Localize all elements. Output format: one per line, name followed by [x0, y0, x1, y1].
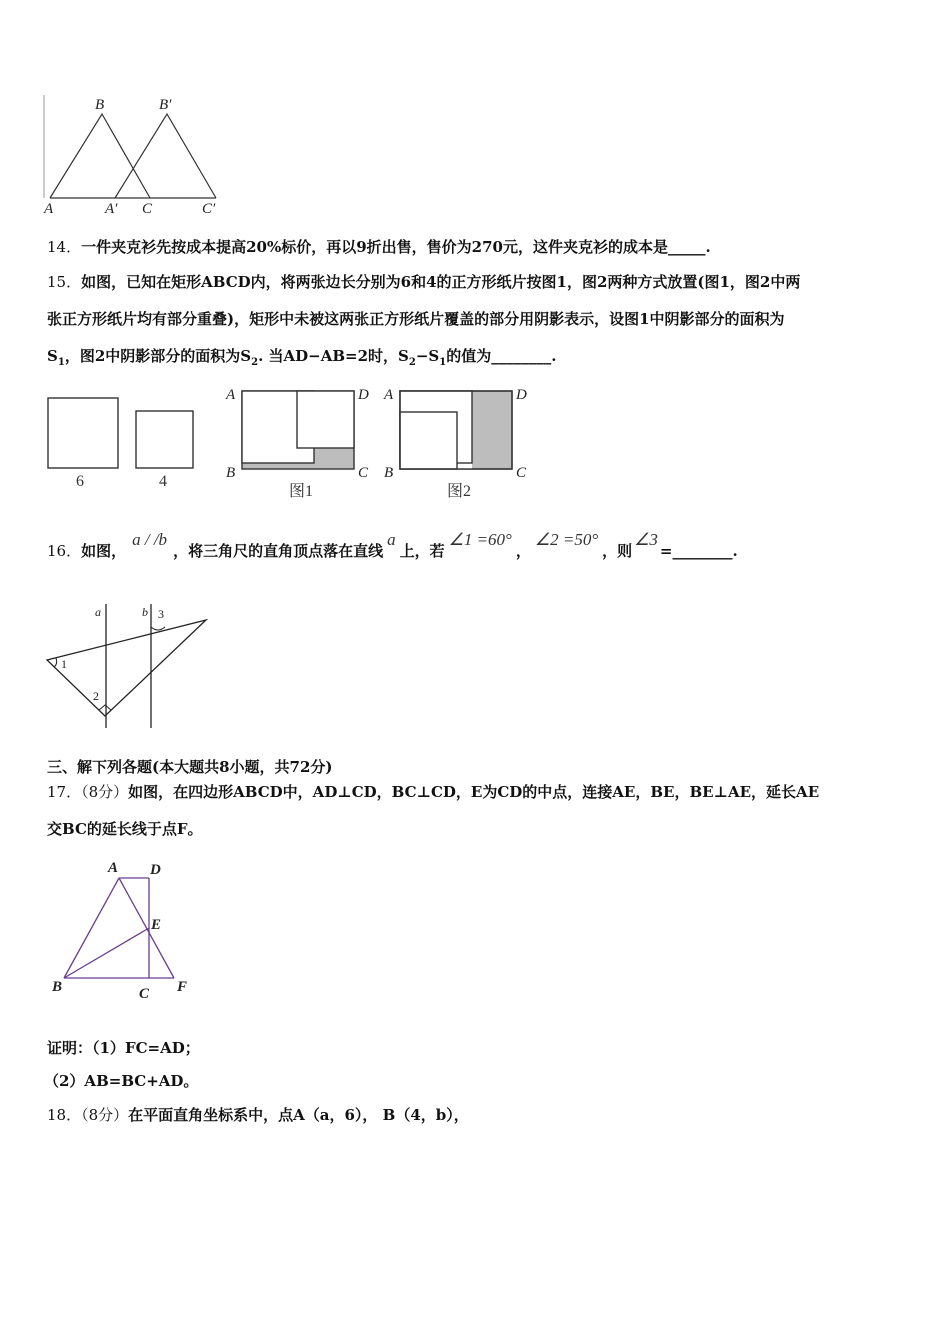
fig2-label-B: B [384, 465, 394, 481]
s1-symbol: S [47, 347, 58, 365]
question-text: 在平面直角坐标系中，点A（a，6）， B（4，b）， [128, 1106, 469, 1124]
fig2-label-D: D [516, 387, 527, 403]
s1-subscript: 1 [57, 357, 65, 368]
question-text: ，则 [602, 542, 633, 560]
question-number: 18． [47, 1106, 82, 1124]
question-score: （8分） [81, 783, 129, 801]
fig1-label-B: B [226, 465, 236, 481]
set-square [47, 620, 206, 716]
question-text: 一件夹克衫先按成本提高20%标价，再以9折出售，售价为270元，这件夹克衫的成本是_____. [81, 238, 711, 256]
label-B: B [95, 97, 105, 113]
question-text: ，图2中阴影部分的面积为S [64, 347, 252, 365]
fig1-label-C: C [358, 465, 369, 481]
quadrilateral-figure [40, 852, 200, 1007]
question-text: 如图， [81, 542, 127, 560]
fig1-caption: 图1 [289, 483, 314, 500]
question-text: 的值为________. [446, 347, 557, 365]
question-15-line-1 [47, 271, 800, 292]
proof-part-2: （2）AB=BC+AD。 [44, 1072, 199, 1090]
question-text: . 当AD−AB=2时，S [258, 347, 409, 365]
label-B-prime: B′ [159, 97, 172, 113]
label-A: A [44, 201, 54, 217]
label-C: C [139, 986, 150, 1002]
label-1: 1 [61, 657, 67, 671]
label-3: 3 [158, 607, 164, 621]
question-score: （8分） [81, 1106, 129, 1124]
label-2: 2 [93, 689, 99, 703]
square-4-label: 4 [159, 473, 167, 490]
question-15-line-2 [47, 308, 785, 329]
figure-2 [383, 387, 527, 500]
section-heading: 三、解下列各题(本大题共8小题，共72分) [47, 758, 333, 776]
angle-1-value: ∠1 =60° [448, 530, 512, 549]
line-a: a [387, 530, 396, 549]
question-15-line-3 [47, 345, 556, 368]
square-4 [136, 411, 193, 468]
fig2-caption: 图2 [447, 483, 472, 500]
question-text: 上，若 [399, 542, 445, 560]
proof-part-1: 证明：（1）FC=AD； [47, 1039, 200, 1057]
label-A-prime: A′ [105, 201, 118, 217]
label-C: C [142, 201, 153, 217]
question-14 [47, 236, 711, 257]
question-text: ，将三角尺的直角顶点落在直线 [173, 542, 384, 560]
question-text: 张正方形纸片均有部分重叠)，矩形中未被这两张正方形纸片覆盖的部分用阴影表示，设图1中阴影部分的面积为 [47, 310, 785, 328]
angle-2-value: ∠2 =50° [534, 530, 599, 549]
question-number: 16． [47, 542, 82, 560]
label-C-prime: C′ [202, 201, 216, 217]
parallel-expression: a / /b [132, 530, 168, 549]
fig2-label-A: A [384, 387, 394, 403]
fig1-label-D: D [358, 387, 369, 403]
fig1-label-A: A [226, 387, 236, 403]
question-number: 15． [47, 273, 82, 291]
question-17-line-1 [47, 781, 819, 802]
question-number: 17． [47, 783, 82, 801]
question-text: =________. [659, 542, 738, 560]
question-number: 14． [47, 238, 82, 256]
label-F: F [177, 979, 188, 995]
label-D: D [150, 862, 161, 878]
s1-subscript: 1 [439, 357, 447, 368]
s2-subscript: 2 [251, 357, 259, 368]
angle-3-symbol: ∠3 [634, 530, 658, 549]
s2-subscript: 2 [408, 357, 416, 368]
question-16 [47, 530, 738, 572]
question-18 [47, 1104, 469, 1125]
label-E: E [151, 917, 162, 933]
label-b: b [142, 605, 148, 619]
square-6 [48, 398, 118, 468]
label-a: a [95, 605, 101, 619]
question-text: 如图，已知在矩形ABCD内，将两张边长分别为6和4的正方形纸片按图1，图2两种方式放置(图1，图2中两 [81, 273, 801, 291]
figure-1 [225, 387, 369, 500]
question-text: ， [515, 542, 531, 560]
triangles-figure [40, 92, 230, 217]
label-B: B [52, 979, 63, 995]
parallel-lines-figure [40, 600, 220, 732]
question-text: 交BC的延长线于点F。 [47, 820, 203, 838]
question-text: 如图，在四边形ABCD中，AD⊥CD，BC⊥CD，E为CD的中点，连接AE，BE，BE⊥AE，延长AE [128, 783, 820, 801]
label-A: A [108, 860, 119, 876]
fig2-label-C: C [516, 465, 527, 481]
question-text: −S [415, 347, 440, 365]
square-6-label: 6 [76, 473, 84, 490]
squares-figure [40, 380, 540, 505]
question-17-line-2 [47, 818, 203, 839]
